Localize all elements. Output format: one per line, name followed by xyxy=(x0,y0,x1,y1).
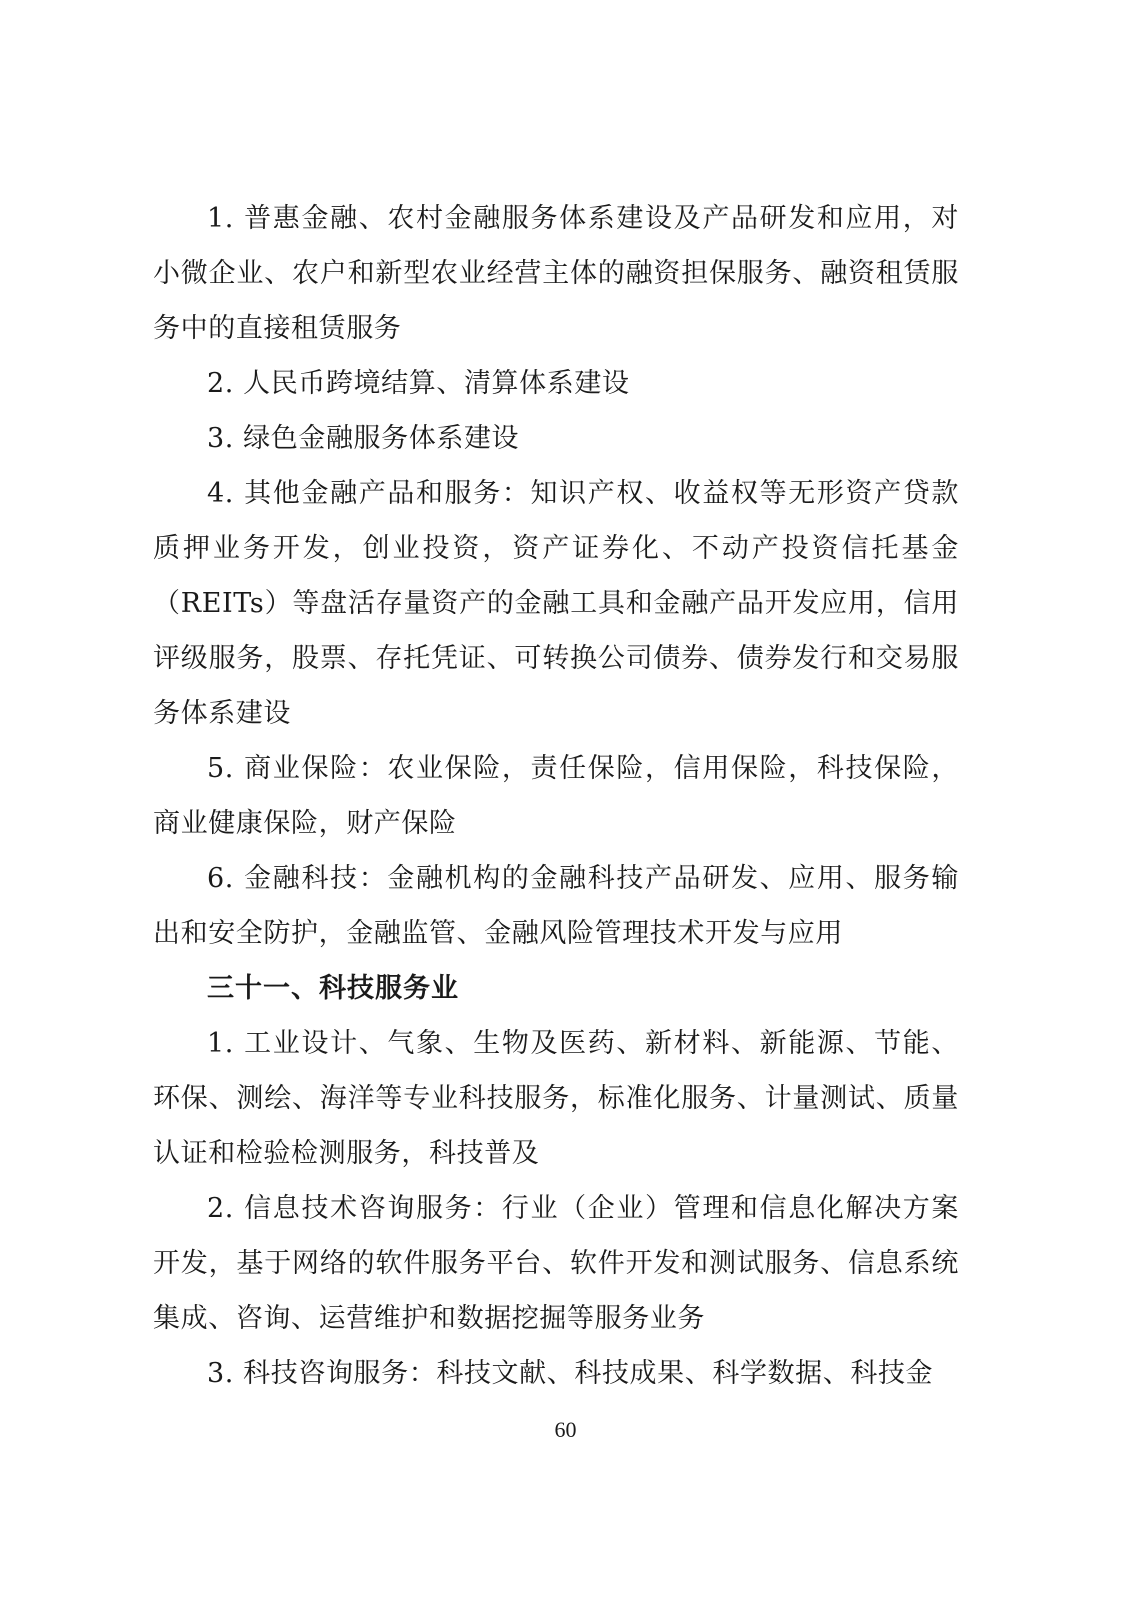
paragraph-2: 2. 人民币跨境结算、清算体系建设 xyxy=(207,368,630,399)
section-paragraph-2: 2. 信息技术咨询服务：行业（企业）管理和信息化解决方案开发，基于网络的软件服务平台、软件开发和测试服务、信息系统集成、咨询、运营维护和数据挖掘等服务业务 xyxy=(153,1193,959,1334)
paragraph-5: 5. 商业保险：农业保险，责任保险，信用保险，科技保险，商业健康保险，财产保险 xyxy=(153,753,959,839)
section-paragraph-1: 1. 工业设计、气象、生物及医药、新材料、新能源、节能、环保、测绘、海洋等专业科技服务，标准化服务、计量测试、质量认证和检验检测服务，科技普及 xyxy=(153,1028,959,1169)
page-number: 60 xyxy=(554,1417,577,1442)
section-paragraph-3: 3. 科技咨询服务：科技文献、科技成果、科学数据、科技金 xyxy=(207,1358,934,1389)
paragraph-6: 6. 金融科技：金融机构的金融科技产品研发、应用、服务输出和安全防护，金融监管、金融风险管理技术开发与应用 xyxy=(153,863,959,949)
paragraph-3: 3. 绿色金融服务体系建设 xyxy=(207,423,520,454)
section-heading: 三十一、科技服务业 xyxy=(207,973,459,1004)
paragraph-4: 4. 其他金融产品和服务：知识产权、收益权等无形资产贷款质押业务开发，创业投资，资产证券化、不动产投资信托基金（REITs）等盘活存量资产的金融工具和金融产品开发应用，信用评级服务，股票、存托凭证、可转换公司债券、债券发行和交易服务体系建设 xyxy=(153,478,959,729)
paragraph-1: 1. 普惠金融、农村金融服务体系建设及产品研发和应用，对小微企业、农户和新型农业经营主体的融资担保服务、融资租赁服务中的直接租赁服务 xyxy=(153,203,959,344)
document-body xyxy=(153,191,959,1401)
